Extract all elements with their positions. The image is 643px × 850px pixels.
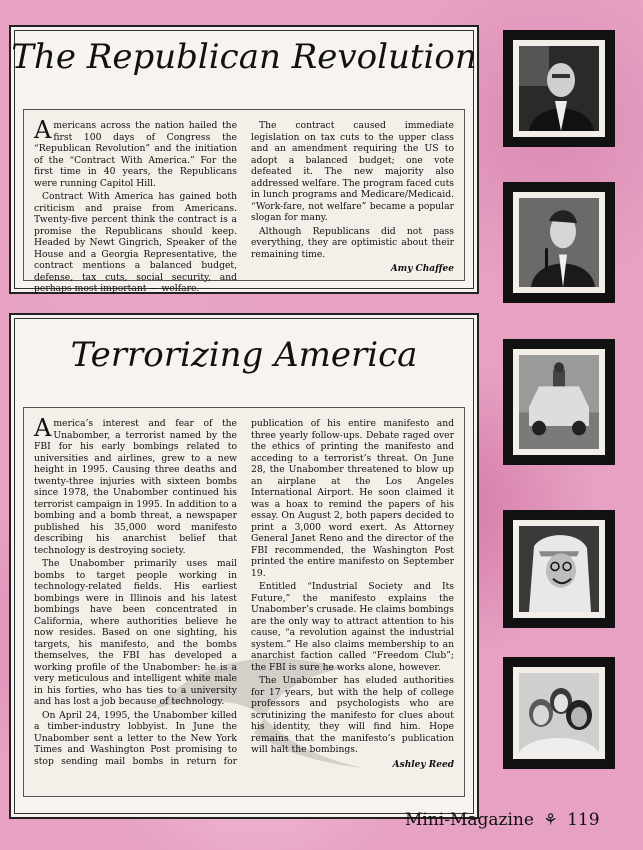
photo-newt-gingrich	[503, 30, 615, 147]
article-paragraph: On April 24, 1995, the Unabomber killed a timber-industry lobbyist. In June the Unabomber sent a letter to the New York Times and Washington Post promising to stop sending mail bombs in return for publication of his entire manifesto and three yearly follow-ups. Debate raged over the ethics of printing the manifesto and acceding to a terrorist’s threat. On June 28, the Unabomber threatened to blow up an airplane at the Los Angeles International Airport. He soon claimed it was a hoax to remind the papers of his essay. On August 2, both papers decided to print a 3,000 word exert. As Attorney General Janet Reno and the director of the FBI recommended, the Washington Post printed the entire manifesto on September 19.	[34, 418, 454, 767]
article-paragraph: Although Republicans did not pass everything, they are optimistic about their remaining time.	[251, 225, 454, 260]
article-title: The Republican Revolution	[11, 37, 477, 77]
article-title: Terrorizing America	[70, 335, 418, 375]
paragraph-text: mericans across the nation hailed the first 100 days of Congress the “Republican Revolution” and the initiation of the “Contract With America.” For the first time in 40 years, the Republicans were running Capitol Hill.	[34, 120, 237, 189]
drop-cap: A	[34, 414, 52, 442]
flower-icon: ⚘	[543, 810, 558, 829]
drop-cap: A	[34, 116, 52, 144]
magazine-label: Mini-Magazine	[405, 810, 534, 830]
article-body	[23, 407, 465, 797]
photo-armored-vehicle	[503, 339, 615, 465]
page-footer	[405, 810, 600, 830]
photo-yasser-arafat	[503, 510, 615, 628]
terrorizing-america-panel	[9, 313, 479, 819]
byline: Ashley Reed	[392, 759, 454, 770]
article-paragraph: The contract caused immediate legislation on tax cuts to the upper class and an amendment requiring the US to adopt a balanced budget; one vote defeated it. The new majority also addressed welfare. The program faced cuts in lunch programs and Medicare/Medicaid. “Work-fare, not welfare” became a popular slogan for many.	[251, 120, 454, 223]
article-paragraph: Entitled “Industrial Society and Its Future,” the manifesto explains the Unabomber’s crusade. He claims bombings are the only way to attract attention to his cause, “a revolution against the industrial system.” He also claims membership to an anarchist faction called “Freedom Club”; the FBI is sure he works alone, however.	[251, 581, 455, 673]
photo-politician-speaking	[503, 182, 615, 303]
byline: Amy Chaffee	[390, 264, 454, 274]
article-body	[23, 109, 465, 294]
photo-group-of-women	[503, 657, 615, 769]
republican-revolution-panel	[9, 25, 479, 294]
article-paragraph: Contract With America has gained both criticism and praise from Americans. Twenty-five percent think the contract is a promise the Republicans should keep. Headed by Newt Gingrich, Speaker of the House and a Georgia Representative, the contract mentions a balanced budget, defense, tax cuts, social security, and perhaps most important — welfare.	[34, 191, 237, 294]
paragraph-text: merica’s interest and fear of the Unabomber, a terrorist named by the FBI for his early bombings related to universities and airlines, grew to a new height in 1995. Causing three deaths and twenty-three injuries with sixteen bombs since 1978, the Unabomber continued his terrorist campaign in 1995. In addition to a bombing and a bomb threat, a newspaper published his 35,000 word manifesto describing his anarchist belief that technology is destroying society.	[34, 418, 237, 556]
article-paragraph	[34, 414, 237, 556]
page-number: 119	[567, 810, 600, 830]
article-paragraph: The Unabomber primarily uses mail bombs to target people working in technology-related fields. His earliest bombings were in Illinois and his latest bombings have been concentrated in California, where authorities believe he now resides. Based on one sighting, his targets, his manifesto, and the bombs themselves, the FBI has developed a working profile of the Unabomber: he is a very meticulous and intelligent white male in his forties, who has ties to a university and has lost a job because of technology.	[34, 558, 237, 707]
article-paragraph	[34, 116, 237, 189]
article-paragraph: The Unabomber has eluded authorities for 17 years, but with the help of college professors and psychologists who are scrutinizing the manifesto for clues about his identity, they will find him. Hope remains that the manifesto’s publication will halt the bombings.	[251, 675, 454, 755]
